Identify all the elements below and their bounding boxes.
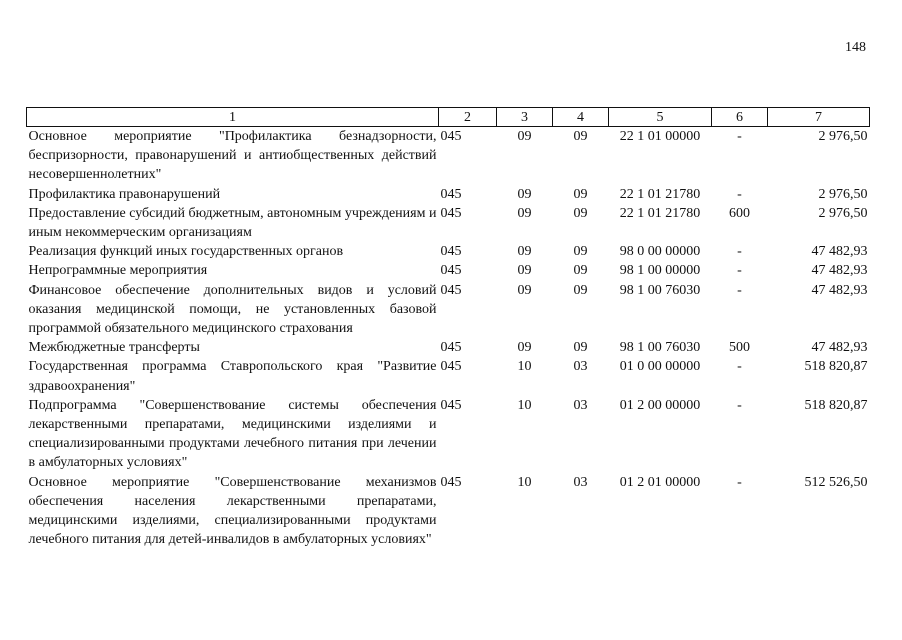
row-expense-type: -	[737, 244, 742, 260]
row-expense-type: 600	[729, 205, 750, 221]
row-subsection-code: 09	[573, 282, 588, 298]
row-name: Предоставление субсидий бюджетным, автономным учреждениям и иным некоммерческим организациям	[28, 205, 437, 241]
row-amount: 47 482,93	[811, 282, 868, 298]
row-name: Непрограммные мероприятия	[28, 263, 208, 279]
table-row	[27, 204, 870, 242]
row-target-article: 98 1 00 76030	[619, 340, 701, 356]
row-name: Финансовое обеспечение дополнительных видов и условий оказания медицинской помощи, не установленных базовой программой обязательного медицинского страхования	[28, 282, 437, 337]
row-amount: 2 976,50	[818, 205, 868, 221]
row-target-article: 01 2 00 00000	[619, 397, 701, 413]
row-expense-type: -	[737, 474, 742, 490]
table-row	[27, 281, 870, 339]
row-target-article: 01 2 01 00000	[619, 474, 701, 490]
row-subsection-code: 09	[573, 205, 588, 221]
column-header: 6	[712, 108, 768, 127]
row-target-article: 22 1 01 21780	[619, 186, 701, 202]
row-ministry-code: 045	[440, 129, 462, 144]
table-row	[27, 357, 870, 395]
row-amount: 47 482,93	[811, 340, 868, 356]
table-row	[27, 185, 870, 204]
row-amount: 512 526,50	[804, 474, 868, 490]
row-expense-type: -	[737, 263, 742, 279]
row-section-code: 09	[517, 263, 532, 279]
row-expense-type: -	[737, 359, 742, 375]
row-section-code: 10	[517, 474, 532, 490]
row-target-article: 98 1 00 76030	[619, 282, 701, 298]
row-subsection-code: 03	[573, 397, 588, 413]
table-row	[27, 261, 870, 280]
row-ministry-code: 045	[440, 474, 462, 490]
row-target-article: 01 0 00 00000	[619, 359, 701, 375]
row-name: Межбюджетные трансферты	[28, 340, 200, 356]
column-header: 5	[609, 108, 712, 127]
row-expense-type: -	[737, 186, 742, 202]
row-ministry-code: 045	[440, 186, 462, 202]
column-header: 1	[27, 108, 439, 127]
page-number: 148	[845, 40, 866, 55]
row-expense-type: 500	[729, 340, 750, 356]
row-ministry-code: 045	[440, 397, 462, 413]
row-section-code: 09	[517, 205, 532, 221]
row-amount: 518 820,87	[804, 359, 868, 375]
table-row	[27, 242, 870, 261]
row-section-code: 09	[517, 340, 532, 356]
table-row	[27, 396, 870, 473]
table-row	[27, 473, 870, 550]
row-expense-type: -	[737, 129, 742, 144]
row-amount: 47 482,93	[811, 244, 868, 260]
row-ministry-code: 045	[440, 359, 462, 375]
row-section-code: 09	[517, 282, 532, 298]
row-subsection-code: 09	[573, 186, 588, 202]
row-ministry-code: 045	[440, 340, 462, 356]
row-section-code: 09	[517, 244, 532, 260]
row-name: Основное мероприятие "Совершенствование механизмов обеспечения населения лекарственными препаратами, медицинскими изделиями, специализированными продуктами лечебного питания для детей-инвалидов в амбулаторных условиях"	[28, 474, 437, 548]
row-section-code: 09	[517, 129, 532, 144]
row-subsection-code: 09	[573, 129, 588, 144]
row-expense-type: -	[737, 282, 742, 298]
row-target-article: 22 1 01 00000	[619, 129, 701, 144]
row-name: Профилактика правонарушений	[28, 186, 221, 202]
table-row	[27, 127, 870, 185]
row-subsection-code: 09	[573, 263, 588, 279]
row-ministry-code: 045	[440, 282, 462, 298]
row-subsection-code: 09	[573, 244, 588, 260]
row-ministry-code: 045	[440, 263, 462, 279]
row-name: Подпрограмма "Совершенствование системы обеспечения лекарственными препаратами, медицинскими изделиями и специализированными продуктами лечебного питания при лечении в амбулаторных условиях"	[28, 397, 437, 471]
row-amount: 518 820,87	[804, 397, 868, 413]
row-target-article: 98 1 00 00000	[619, 263, 701, 279]
row-name: Государственная программа Ставропольского края "Развитие здравоохранения"	[28, 359, 437, 394]
row-section-code: 10	[517, 397, 532, 413]
row-subsection-code: 09	[573, 340, 588, 356]
row-name: Основное мероприятие "Профилактика безнадзорности, беспризорности, правонарушений и антиобщественных действий несовершеннолетних"	[28, 129, 437, 183]
table-header-row	[27, 108, 870, 127]
column-header: 2	[439, 108, 497, 127]
row-name: Реализация функций иных государственных органов	[28, 244, 344, 260]
row-ministry-code: 045	[440, 205, 462, 221]
row-amount: 47 482,93	[811, 263, 868, 279]
row-target-article: 98 0 00 00000	[619, 244, 701, 260]
budget-table	[26, 107, 870, 549]
row-subsection-code: 03	[573, 474, 588, 490]
row-expense-type: -	[737, 397, 742, 413]
column-header: 7	[768, 108, 870, 127]
row-target-article: 22 1 01 21780	[619, 205, 701, 221]
row-ministry-code: 045	[440, 244, 462, 260]
row-subsection-code: 03	[573, 359, 588, 375]
row-section-code: 09	[517, 186, 532, 202]
column-header: 4	[553, 108, 609, 127]
row-section-code: 10	[517, 359, 532, 375]
row-amount: 2 976,50	[818, 186, 868, 202]
column-header: 3	[497, 108, 553, 127]
table-row	[27, 338, 870, 357]
row-amount: 2 976,50	[818, 129, 868, 144]
